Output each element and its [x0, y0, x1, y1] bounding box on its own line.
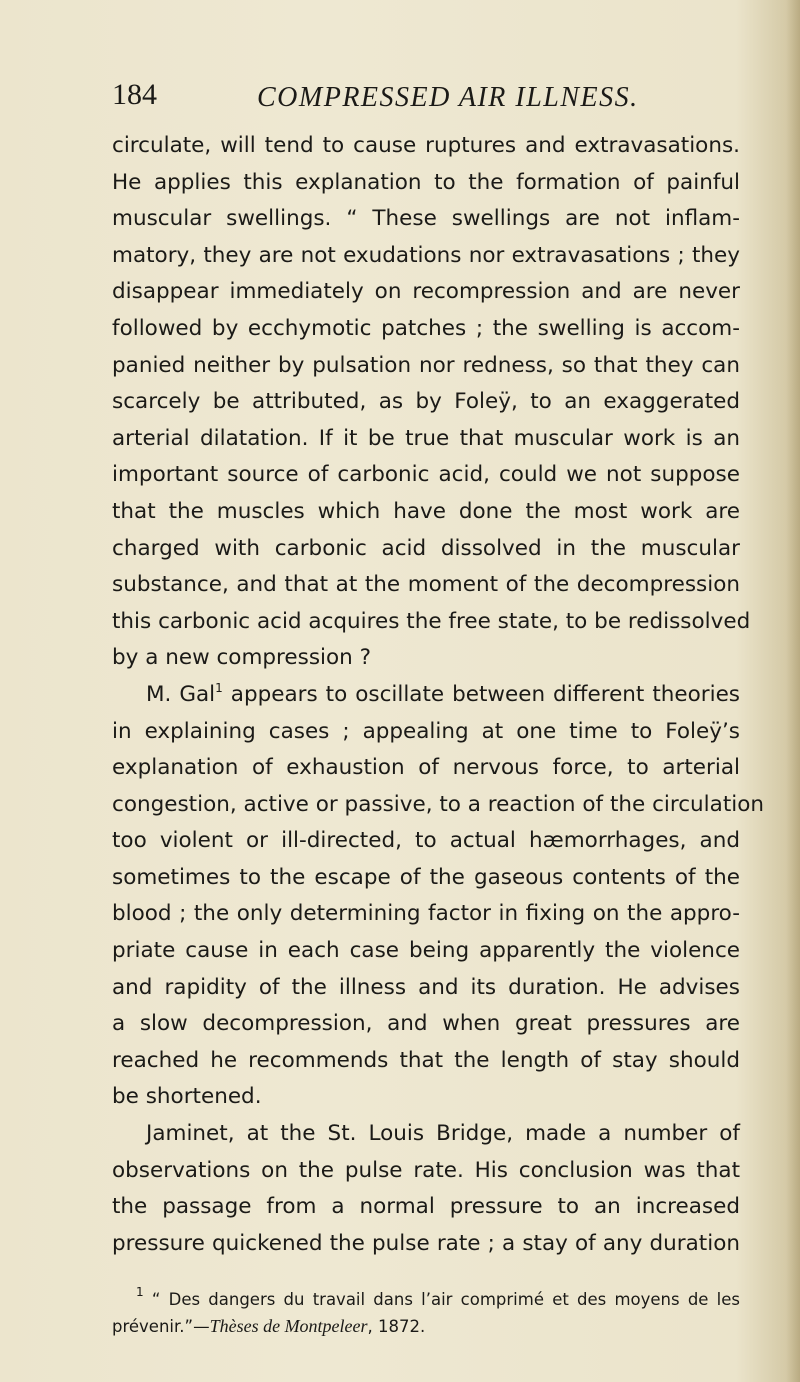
- text-line: that the muscles which have done the most work are: [112, 498, 740, 524]
- text-line: followed by ecchymotic patches ; the swelling is accom-: [112, 315, 740, 341]
- text-line: congestion, active or passive, to a reaction of the circulation: [112, 791, 765, 817]
- text-line: the passage from a normal pressure to an increased: [112, 1194, 740, 1220]
- text-line: and rapidity of the illness and its duration. He advises: [112, 974, 740, 1000]
- running-head: COMPRESSED AIR ILLNESS.: [257, 82, 639, 113]
- text-line-remainder: appears to oscillate between different theories: [230, 681, 740, 707]
- text-line: scarcely be attributed, as by Foleÿ, to an exaggerated: [112, 389, 740, 415]
- text-line: priate cause in each case being apparently the violence: [112, 938, 740, 964]
- text-line: a slow decompression, and when great pressures are: [112, 1011, 740, 1037]
- text-line: charged with carbonic acid dissolved in the muscular: [112, 535, 740, 561]
- text-line: matory, they are not exudations nor extravasations ; they: [112, 242, 740, 268]
- text-line: blood ; the only determining factor in fixing on the appro-: [112, 901, 740, 927]
- text-line: by a new compression ?: [112, 645, 372, 671]
- text-line: this carbonic acid acquires the free state, to be redissolved: [112, 608, 751, 634]
- footnote-year: , 1872.: [367, 1317, 426, 1336]
- text-line: Jaminet, at the St. Louis Bridge, made a number of: [146, 1121, 740, 1147]
- text-line: important source of carbonic acid, could we not suppose: [112, 462, 740, 488]
- text-line: observations on the pulse rate. His conclusion was that: [112, 1157, 740, 1183]
- text-line: He applies this explanation to the formation of painful: [112, 169, 740, 195]
- text-line: disappear immediately on recompression and are never: [112, 279, 740, 305]
- text-line: circulate, will tend to cause ruptures and extravasations.: [112, 133, 740, 158]
- text-line: reached he recommends that the length of stay should: [112, 1047, 740, 1073]
- footnote-text: prévenir.”—: [112, 1317, 210, 1336]
- page-edge-shadow: [786, 0, 800, 1382]
- footnote-reference: 1: [215, 680, 223, 695]
- text-line: be shortened.: [112, 1084, 262, 1110]
- text-line: pressure quickened the pulse rate ; a stay of any duration: [112, 1230, 740, 1256]
- text-line: too violent or ill-directed, to actual hæmorrhages, and: [112, 828, 740, 854]
- footnote-text: “ Des dangers du travail dans l’air comprimé et des moyens de les: [151, 1290, 740, 1309]
- body-text: [112, 128, 765, 1262]
- text-line: arterial dilatation. If it be true that muscular work is an: [112, 425, 740, 451]
- gal-lead: M. Gal: [146, 681, 216, 707]
- text-line: muscular swellings. “ These swellings are not inflam-: [112, 206, 740, 232]
- page-header: [112, 78, 672, 118]
- footnote: [112, 1286, 740, 1340]
- footnote-marker: 1: [136, 1285, 144, 1299]
- footnote-citation-title: Thèses de Montpeleer: [209, 1316, 368, 1336]
- footnote-line: [112, 1313, 740, 1340]
- text-line: explanation of exhaustion of nervous force, to arterial: [112, 755, 740, 781]
- text-line: sometimes to the escape of the gaseous contents of the: [112, 864, 740, 890]
- paragraph-gal-first-line: [112, 677, 740, 714]
- page-number: 184: [112, 78, 157, 111]
- text-line: in explaining cases ; appealing at one time to Foleÿ’s: [112, 718, 740, 744]
- footnote-line: [112, 1286, 740, 1313]
- text-line: substance, and that at the moment of the decompression: [112, 572, 740, 598]
- text-line: panied neither by pulsation nor redness, so that they can: [112, 352, 740, 378]
